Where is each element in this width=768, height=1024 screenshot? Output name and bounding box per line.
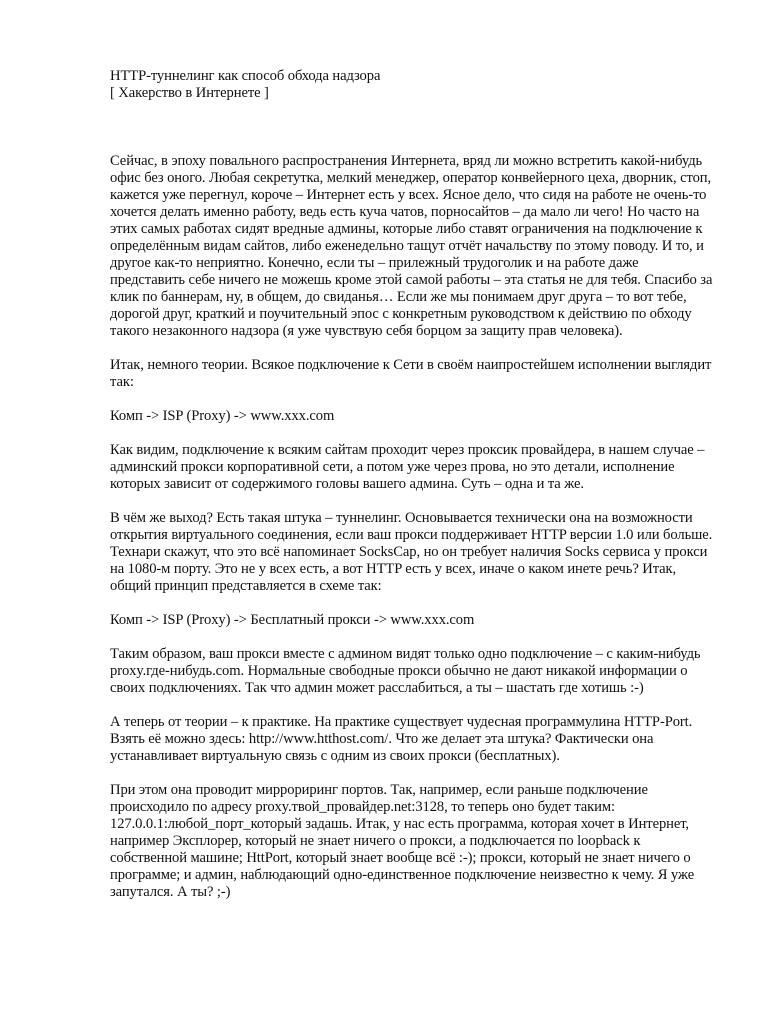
paragraph-theory: Итак, немного теории. Всякое подключение к Сети в своём наипростейшем исполнении выглядит так: <box>110 357 712 390</box>
paragraph-proxy: Как видим, подключение к всяким сайтам проходит через проксик провайдера, в нашем случае – админский прокси корпоративной сети, а потом уже через прова, но это детали, исполнение которых зависит от содержимого головы вашего админа. Суть – одна и та же. <box>110 442 705 492</box>
paragraph-intro: Сейчас, в эпоху повального распространения Интернета, вряд ли можно встретить какой-нибудь офис без оного. Любая секретутка, мелкий менеджер, оператор конвейерного цеха, дворник, стоп, кажется уже перегнул, короче – Интернет есть у всех. Ясное дело, что сидя на работе не очень-то хочется делать именно работу, ведь есть куча чатов, порносайтов – да мало ли чего! Но часто на этих самых работах сидят вредные админы, которые либо ставят ограничения на подключение к определённым видам сайтов, либо еженедельно тащут отчёт начальству по этому поводу. И то, и другое как-то неприятно. Конечно, если ты – прилежный трудоголик и на работе даже представить себе ничего не можешь кроме этой самой работы – эта статья не для тебя. Спасибо за клик по баннерам, ну, в общем, до свиданья… Если же мы понимаем друг друга – то вот тебе, дорогой друг, краткий и поучительный эпос с конкретным руководством к действию по обходу такого незаконного надзора (я уже чувствую себя борцом за защиту прав человека). <box>110 153 713 339</box>
scheme-direct: Комп -> ISP (Proxy) -> www.xxx.com <box>110 408 335 424</box>
document-page <box>110 68 716 918</box>
scheme-tunnel: Комп -> ISP (Proxy) -> Бесплатный прокси -> www.xxx.com <box>110 612 475 628</box>
paragraph-result: Таким образом, ваш прокси вместе с админом видят только одно подключение – с каким-нибудь proxy.где-нибудь.com. Нормальные свободные прокси обычно не дают никакой информации о своих подключениях. Так что админ может расслабиться, а ты – шастать где хотишь :-) <box>110 646 701 696</box>
paragraph-mirroring: При этом она проводит миррориринг портов. Так, например, если раньше подключение происходило по адресу proxy.твой_провайдер.net:3128, то теперь оно будет таким: 127.0.0.1:любой_порт_который задашь. Итак, у нас есть программа, которая хочет в Интернет, например Эксплорер, который не знает ничего о прокси, а подключается по loopback к собственной машине; HttPort, который знает вообще всё :-); прокси, который не знает ничего о программе; и админ, наблюдающий одно-единственное подключение неизвестно к чему. Я уже запутался. А ты? ;-) <box>110 782 695 900</box>
header-block <box>110 68 716 102</box>
paragraph-practice: А теперь от теории – к практике. На практике существует чудесная программулина HTTP-Port. Взять её можно здесь: http://www.htthost.com/. Что же делает эта штука? Фактически она устанавливает виртуальную связь с одним из своих прокси (бесплатных). <box>110 714 693 764</box>
document-category: [ Хакерство в Интернете ] <box>110 85 269 101</box>
document-title: HTTP-туннелинг как способ обхода надзора <box>110 68 381 84</box>
paragraph-tunneling: В чём же выход? Есть такая штука – туннелинг. Основывается технически она на возможности открытия виртуального соединения, если ваш прокси поддерживает HTTP версии 1.0 или больше. Технари скажут, что это всё напоминает SocksCap, но он требует наличия Socks сервиса у прокси на 1080-м порту. Это не у всех есть, а вот HTTP есть у всех, иначе о каком инете речь? Итак, общий принцип представляется в схеме так: <box>110 510 713 594</box>
